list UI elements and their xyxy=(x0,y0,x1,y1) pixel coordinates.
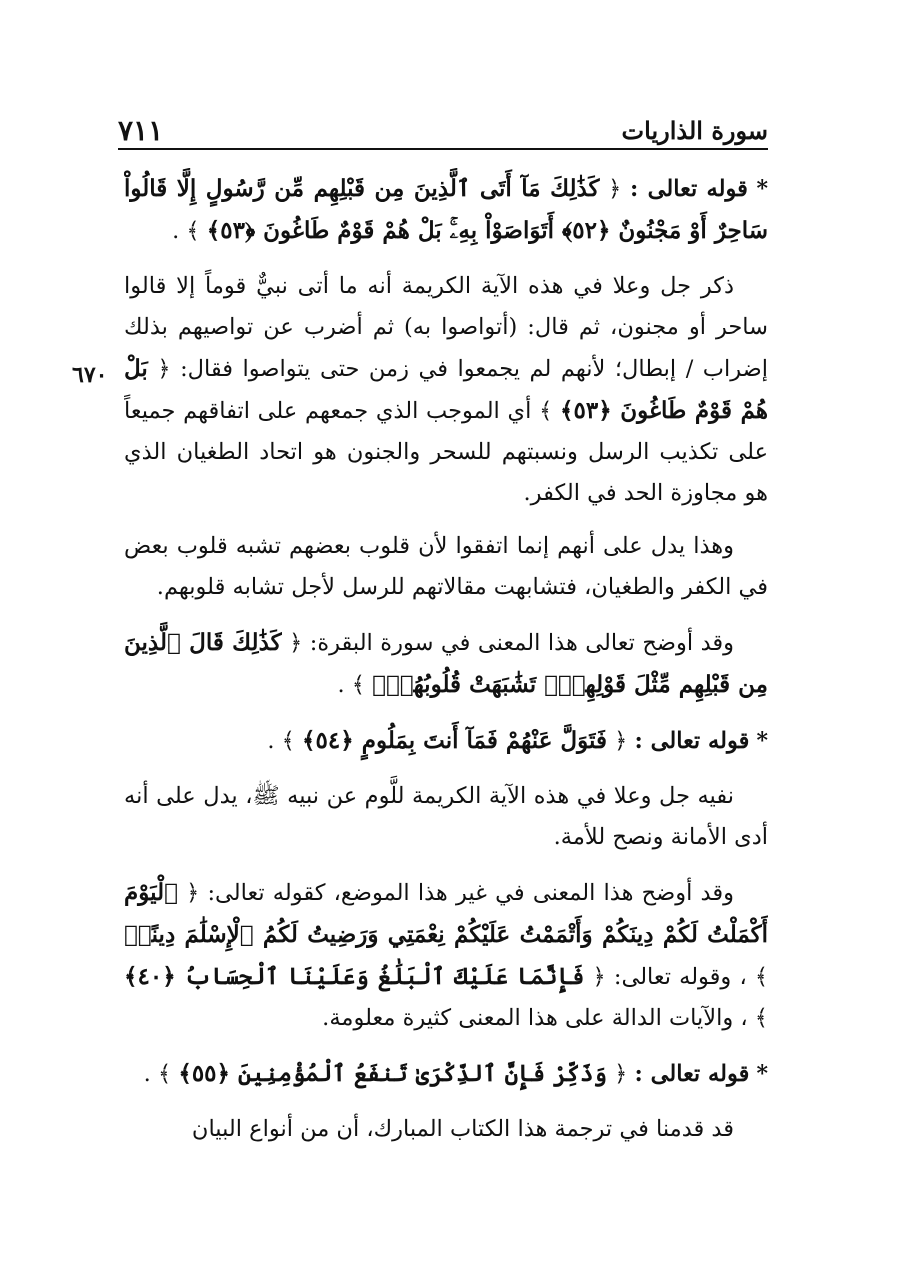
ornate-bracket-close: ﴾ . xyxy=(337,672,365,698)
commentary-text: وقد أوضح هذا المعنى في غير هذا الموضع، كقوله تعالى: xyxy=(207,880,734,906)
ornate-bracket-open: ﴿ xyxy=(608,176,622,202)
heading-label: قوله تعالى : xyxy=(634,728,750,754)
heading-label: قوله تعالى : xyxy=(634,1061,750,1087)
ornate-bracket-close: ﴾ xyxy=(539,398,553,424)
ornate-bracket-open: ﴿ xyxy=(614,1061,628,1087)
verse-heading-52-53 xyxy=(124,168,768,252)
star-marker: * xyxy=(756,1061,768,1087)
page-body xyxy=(124,168,768,1258)
quran-verse: ٱلْيَوْمَ أَكْمَلْتُ لَكُمْ دِينَكُمْ وَأَتْمَمْتُ عَلَيْكُمْ نِعْمَتِي وَرَضِيتُ لَكُمُ ٱلْإِسْلَٰمَ دِينًاۚ xyxy=(124,879,768,948)
quran-verse: وَذَكِّرْ فَإِنَّ ٱلذِّكْرَىٰ تَنفَعُ ٱلْمُؤْمِنِينَ ﴿٥٥﴾ xyxy=(178,1060,607,1087)
ornate-bracket-open: ﴿ xyxy=(614,728,628,754)
quran-verse: فَإِنَّمَا عَلَيْكَ ٱلْبَلَٰغُ وَعَلَيْنَا ٱلْحِسَابُ ﴿٤٠﴾ xyxy=(124,963,585,990)
star-marker: * xyxy=(756,176,768,202)
commentary-paragraph: قد قدمنا في ترجمة هذا الكتاب المبارك، أن من أنواع البيان xyxy=(191,1116,734,1142)
commentary-paragraph: وهذا يدل على أنهم إنما اتفقوا لأن قلوب بعضهم تشبه قلوب بعض في الكفر والطغيان، فتشابهت مقالاتهم للرسل لأجل تشابه قلوبهم. xyxy=(124,533,768,600)
ornate-bracket-open: ﴿ xyxy=(157,356,171,382)
ornate-bracket-close: ﴾ ، xyxy=(739,964,768,990)
star-marker: * xyxy=(756,728,768,754)
commentary-paragraph xyxy=(124,266,768,514)
commentary-text: وقوله تعالى: xyxy=(613,964,732,990)
ornate-bracket-open: ﴿ xyxy=(186,880,200,906)
ornate-bracket-close: ﴾ . xyxy=(143,1061,172,1087)
commentary-text: والآيات الدالة على هذا المعنى كثيرة معلومة. xyxy=(322,1005,734,1031)
quran-verse: بَلْ هُمْ قَوْمٌ طَاغُونَ ﴿٥٣﴾ xyxy=(124,355,768,424)
commentary-paragraph xyxy=(124,872,768,1039)
verse-heading-55 xyxy=(124,1053,768,1095)
commentary-paragraph xyxy=(124,622,768,706)
ornate-bracket-open: ﴿ xyxy=(592,964,606,990)
header-rule xyxy=(118,148,768,150)
ornate-bracket-close: ﴾ . xyxy=(267,728,295,754)
verse-heading-54 xyxy=(124,720,768,762)
commentary-text: ذكر جل وعلا في هذه الآية الكريمة أنه ما أتى نبيٌّ قوماً إلا قالوا ساحر أو مجنون، ثم قال: (أتواصوا به) ثم أضرب عن تواصيهم بذلك إضراب / إبطال؛ لأنهم لم يجمعوا في زمن حتى يتواصوا فقال: xyxy=(124,273,768,382)
heading-label: قوله تعالى : xyxy=(630,176,748,202)
page-number: ٧١١ xyxy=(118,114,164,147)
ornate-bracket-close: ﴾ . xyxy=(172,218,200,244)
ornate-bracket-close: ﴾ ، xyxy=(740,1005,768,1031)
quran-verse: كَذَٰلِكَ مَآ أَتَى ٱلَّذِينَ مِن قَبْلِهِم مِّن رَّسُولٍ إِلَّا قَالُواْ سَاحِرٌ أَوْ مَجْنُونٌ ﴿٥٢﴾ أَتَوَاصَوْاْ بِهِۦۚ بَلْ هُمْ قَوْمٌ طَاغُونَ ﴿٥٣﴾ xyxy=(124,175,768,244)
commentary-text: وقد أوضح تعالى هذا المعنى في سورة البقرة: xyxy=(309,630,734,656)
commentary-paragraph: نفيه جل وعلا في هذه الآية الكريمة للَّوم عن نبيه ﷺ، يدل على أنه أدى الأمانة ونصح للأمة. xyxy=(124,783,768,850)
margin-page-reference: ٦٧٠ xyxy=(72,362,108,388)
commentary-text: أي الموجب الذي جمعهم على اتفاقهم جميعاً على تكذيب الرسل ونسبتهم للسحر والجنون هو اتحاد الطغيان الذي هو مجاوزة الحد في الكفر. xyxy=(124,398,768,506)
quran-verse: فَتَوَلَّ عَنْهُمْ فَمَآ أَنتَ بِمَلُومٍ ﴿٥٤﴾ xyxy=(302,727,607,754)
running-header xyxy=(118,108,768,150)
surah-title: سورة الذاريات xyxy=(621,116,768,145)
ornate-bracket-open: ﴿ xyxy=(289,630,303,656)
quran-verse: كَذَٰلِكَ قَالَ ٱلَّذِينَ مِن قَبْلِهِم مِّثْلَ قَوْلِهِمْۘ تَشَٰبَهَتْ قُلُوبُهُمْۗ xyxy=(124,629,768,698)
